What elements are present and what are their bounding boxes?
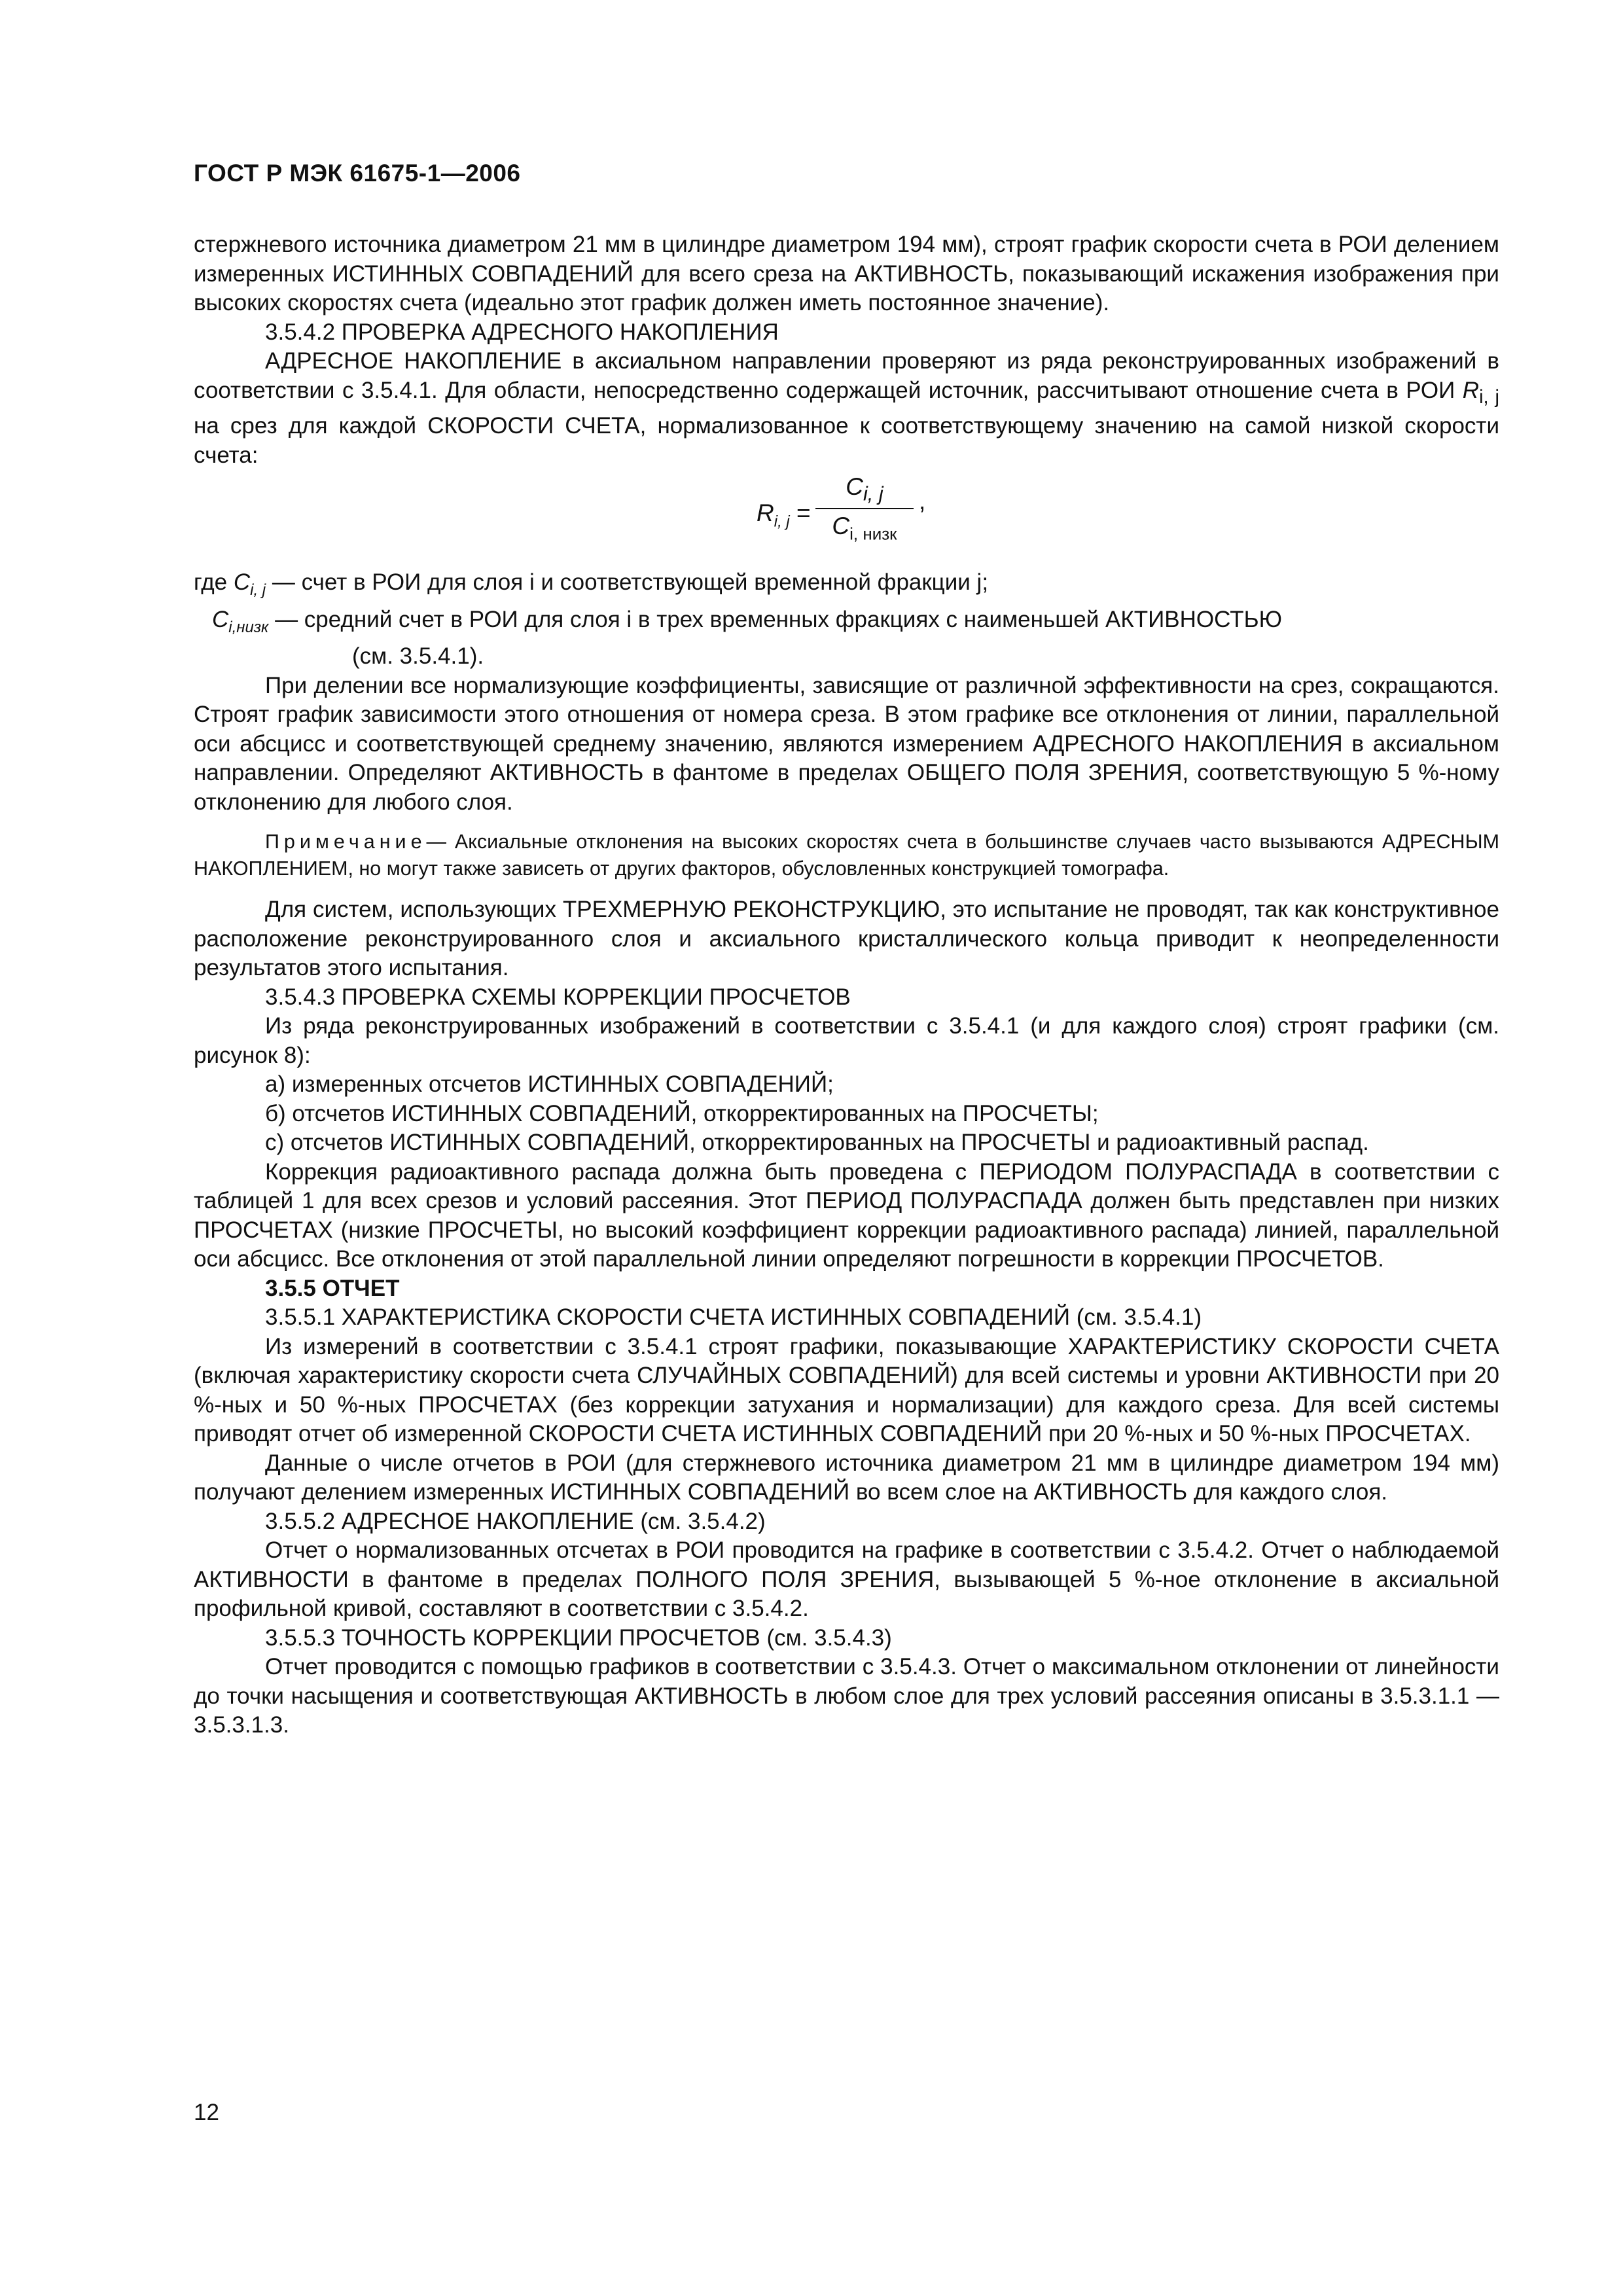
paragraph-decay-correction: Коррекция радиоактивного распада должна быть проведена с ПЕРИОДОМ ПОЛУРАСПАДА в соответствии с таблицей 1 для всех срезов и условий рассеяния. Этот ПЕРИОД ПОЛУРАСПАДА должен быть представлен при низких ПРОСЧЕТАХ (низкие ПРОСЧЕТЫ, но высокий коэффициент коррекции радиоактивного распада) линией, параллельной оси абсцисс. Все отклонения от этой параллельной линии определяют погрешности в коррекции ПРОСЧЕТОВ. (194, 1158, 1499, 1272)
legend-symbol-subscript: i, j (250, 581, 266, 599)
paragraph-text-part: на срез для каждой СКОРОСТИ СЧЕТА, нормализованное к соответствующему значению на самой низкой скорости счета: (194, 413, 1499, 468)
legend-row-c-low (194, 605, 1499, 643)
paragraph-3d-reconstruction: Для систем, использующих ТРЕХМЕРНУЮ РЕКОНСТРУКЦИЮ, это испытание не проводят, так как конструктивное расположение реконструированного слоя и аксиального кристаллического кольца приводит к неопределенности результатов этого испытания. (194, 897, 1499, 980)
section-heading-3-5-5: 3.5.5 ОТЧЕТ (265, 1275, 400, 1301)
inline-symbol-r: R (1462, 377, 1480, 403)
standard-header: ГОСТ Р МЭК 61675-1—2006 (194, 160, 521, 187)
paragraph-roi-counts: Данные о числе отчетов в РОИ (для стержневого источника диаметром 21 мм в цилиндре диаметром 194 мм) получают делением измеренных ИСТИННЫХ СОВПАДЕНИЙ во всем слое на АКТИВНОСТЬ для каждого слоя. (194, 1450, 1499, 1505)
legend-definition: — счет в РОИ для слоя i и соответствующей временной фракции j; (272, 569, 989, 595)
paragraph-text-part: АДРЕСНОЕ НАКОПЛЕНИЕ в аксиальном направлении проверяют из ряда реконструированных изображений в соответствии с 3.5.4.1. Для области, непосредственно содержащей источник, рассчитывают отношение счета в РОИ (194, 348, 1499, 403)
section-heading-3-5-5-1: 3.5.5.1 ХАРАКТЕРИСТИКА СКОРОСТИ СЧЕТА ИСТИННЫХ СОВПАДЕНИЙ (см. 3.5.4.1) (265, 1304, 1202, 1330)
formula-numerator-subscript: i, j (863, 482, 883, 505)
section-heading-3-5-5-2: 3.5.5.2 АДРЕСНОЕ НАКОПЛЕНИЕ (см. 3.5.4.2) (265, 1508, 766, 1534)
legend-prefix: где (194, 569, 228, 595)
list-item-a: а) измеренных отсчетов ИСТИННЫХ СОВПАДЕНИЙ; (265, 1071, 834, 1097)
paragraph-accuracy-report: Отчет проводится с помощью графиков в соответствии с 3.5.4.3. Отчет о максимальном отклонении от линейности до точки насыщения и соответствующая АКТИВНОСТЬ в любом слое для трех условий рассеяния описаны в 3.5.3.1.1 — 3.5.3.1.3. (194, 1654, 1499, 1738)
formula-lhs-symbol: R (757, 499, 774, 526)
formula-numerator-symbol: C (846, 473, 863, 500)
paragraph-normalization: При делении все нормализующие коэффициенты, зависящие от различной эффективности на срез, сокращаются. Строят график зависимости этого отношения от номера среза. В этом графике все отклонения от линии, параллельной оси абсцисс и соответствующей среднему значению, являются измерением АДРЕСНОГО НАКОПЛЕНИЯ в аксиальном направлении. Определяют АКТИВНОСТЬ в фантоме в пределах ОБЩЕГО ПОЛЯ ЗРЕНИЯ, соответствующую 5 %-ному отклонению для любого слоя. (194, 672, 1499, 815)
legend-symbol (234, 568, 266, 605)
list-item-c: с) отсчетов ИСТИННЫХ СОВПАДЕНИЙ, откорректированных на ПРОСЧЕТЫ и радиоактивный распад. (265, 1130, 1369, 1155)
section-heading-3-5-4-3: 3.5.4.3 ПРОВЕРКА СХЕМЫ КОРРЕКЦИИ ПРОСЧЕТОВ (265, 984, 851, 1010)
formula-equals: = (796, 499, 811, 526)
note-label: Примечание (265, 831, 427, 853)
legend-definition-continuation: (см. 3.5.4.1). (352, 643, 484, 669)
formula-fraction (815, 473, 914, 548)
formula-lhs-subscript: i, j (774, 512, 790, 531)
note (194, 829, 1499, 882)
legend-definition: — средний счет в РОИ для слоя i в трех временных фракциях с наименьшей АКТИВНОСТЬЮ (275, 606, 1282, 632)
symbol-legend (194, 568, 1499, 672)
section-heading-3-5-5-3: 3.5.5.3 ТОЧНОСТЬ КОРРЕКЦИИ ПРОСЧЕТОВ (см. 3.5.4.3) (265, 1624, 892, 1651)
page-number: 12 (194, 2100, 219, 2125)
paragraph-address-accumulation (194, 347, 1499, 470)
formula-denominator (815, 512, 914, 548)
inline-symbol-subscript: i, j (1479, 386, 1499, 408)
formula-denominator-symbol: C (832, 512, 850, 539)
paragraph-count-rate: Из измерений в соответствии с 3.5.4.1 строят графики, показывающие ХАРАКТЕРИСТИКУ СКОРОСТИ СЧЕТА (включая характеристику скорости счета СЛУЧАЙНЫХ СОВПАДЕНИЙ) для всей системы и уровни АКТИВНОСТИ при 20 %-ных и 50 %-ных ПРОСЧЕТАХ (без коррекции затухания и нормализации) для каждого среза. Для всей системы приводят отчет об измеренной СКОРОСТИ СЧЕТА ИСТИННЫХ СОВПАДЕНИЙ при 20 %-ных и 50 %-ных ПРОСЧЕТАХ. (194, 1333, 1499, 1446)
formula-comma: , (919, 488, 926, 514)
fraction-bar (815, 508, 914, 509)
formula-numerator (815, 473, 914, 505)
legend-symbol-letter: C (233, 569, 251, 595)
page-body (194, 230, 1499, 1740)
legend-symbol-letter: C (212, 606, 229, 632)
legend-symbol (212, 605, 268, 643)
formula-denominator-subscript: i, низк (849, 524, 897, 544)
paragraph-plots: Из ряда реконструированных изображений в соответствии с 3.5.4.1 (и для каждого слоя) строят графики (см. рисунок 8): (194, 1013, 1499, 1068)
legend-row-c-ij (194, 568, 1499, 605)
paragraph-normalized-report: Отчет о нормализованных отсчетах в РОИ проводится на графике в соответствии с 3.5.4.2. Отчет о наблюдаемой АКТИВНОСТИ в фантоме в пределах ПОЛНОГО ПОЛЯ ЗРЕНИЯ, вызывающей 5 %-ное отклонение в аксиальной профильной кривой, составляют в соответствии с 3.5.4.2. (194, 1537, 1499, 1621)
section-heading-3-5-4-2: 3.5.4.2 ПРОВЕРКА АДРЕСНОГО НАКОПЛЕНИЯ (265, 319, 779, 345)
formula-lhs (757, 499, 811, 537)
note-text: — Аксиальные отклонения на высоких скоростях счета в большинстве случаев часто вызываются АДРЕСНЫМ НАКОПЛЕНИЕМ, но могут также зависеть от других факторов, обусловленных конструкцией томографа. (194, 831, 1499, 880)
paragraph-continuation: стержневого источника диаметром 21 мм в цилиндре диаметром 194 мм), строят график скорости счета в РОИ делением измеренных ИСТИННЫХ СОВПАДЕНИЙ для всего среза на АКТИВНОСТЬ, показывающий искажения изображения при высоких скоростях счета (идеально этот график должен иметь постоянное значение). (194, 232, 1499, 315)
list-item-b: б) отсчетов ИСТИННЫХ СОВПАДЕНИЙ, откорректированных на ПРОСЧЕТЫ; (265, 1100, 1099, 1126)
ratio-formula (194, 473, 1499, 559)
legend-symbol-subscript: i,низк (228, 618, 269, 636)
